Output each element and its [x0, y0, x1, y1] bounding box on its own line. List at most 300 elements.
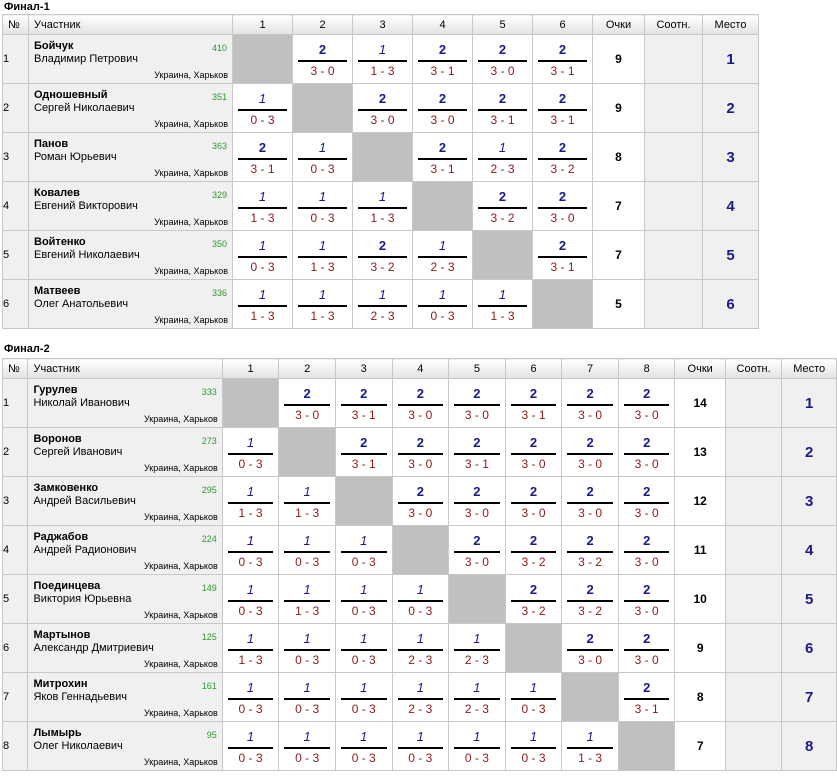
game-points: 1 [378, 287, 387, 302]
participant-last-name[interactable]: Одношевный [34, 89, 108, 101]
divider-line [398, 600, 444, 602]
game-points: 2 [498, 42, 507, 57]
game-result-cell[interactable] [222, 673, 279, 722]
row-number: 5 [3, 231, 29, 280]
divider-line [298, 305, 347, 307]
participant-cell [28, 526, 222, 575]
participant-cell [28, 624, 222, 673]
game-points: 2 [473, 484, 481, 499]
participant-first-name: Владимир Петрович [34, 53, 138, 65]
game-points: 2 [586, 533, 594, 548]
game-score: 3 - 1 [250, 162, 275, 176]
game-score: 3 - 0 [310, 64, 335, 78]
participant-cell [28, 722, 222, 771]
divider-line [228, 600, 274, 602]
participant-city: Украина, Харьков [143, 512, 218, 522]
row-number: 1 [3, 379, 28, 428]
divider-line [418, 256, 467, 258]
game-result-cell[interactable] [533, 182, 593, 231]
divider-line [624, 698, 670, 700]
game-score: 1 - 3 [238, 506, 263, 520]
divider-line [341, 453, 387, 455]
participant-city: Украина, Харьков [143, 659, 218, 669]
game-result-cell[interactable] [335, 428, 392, 477]
game-result-cell[interactable] [233, 280, 293, 329]
divider-line [238, 305, 287, 307]
game-points: 2 [643, 386, 651, 401]
game-points: 2 [529, 386, 538, 401]
participant-last-name[interactable]: Лымырь [33, 727, 82, 739]
column-header-opponent: 5 [473, 15, 533, 35]
game-result-cell[interactable] [293, 133, 353, 182]
game-result-cell[interactable] [335, 526, 392, 575]
divider-line [624, 551, 670, 553]
game-result-cell[interactable] [533, 35, 593, 84]
ratio-cell [645, 84, 703, 133]
game-points: 2 [360, 435, 368, 450]
game-result-cell[interactable] [449, 624, 506, 673]
divider-line [341, 600, 387, 602]
game-points: 1 [360, 680, 368, 695]
self-match-cell [335, 477, 392, 526]
game-points: 1 [416, 729, 424, 744]
ratio-cell [645, 35, 703, 84]
game-score: 3 - 0 [408, 457, 433, 471]
game-score: 3 - 0 [634, 506, 659, 520]
game-result-cell[interactable] [473, 280, 533, 329]
row-number: 6 [3, 624, 28, 673]
game-result-cell[interactable] [335, 575, 392, 624]
self-match-cell [533, 280, 593, 329]
game-result-cell[interactable] [449, 379, 506, 428]
game-score: 1 - 3 [310, 309, 335, 323]
divider-line [284, 649, 330, 651]
table-row [3, 133, 759, 182]
game-result-cell[interactable] [222, 624, 279, 673]
game-result-cell[interactable] [562, 477, 619, 526]
game-score: 0 - 3 [521, 702, 546, 716]
participant-first-name: Александр Дмитриевич [33, 642, 154, 654]
divider-line [398, 404, 444, 406]
game-points: 2 [416, 386, 424, 401]
game-score: 0 - 3 [351, 604, 376, 618]
game-score: 1 - 3 [250, 309, 275, 323]
total-points: 7 [593, 182, 645, 231]
total-points: 13 [675, 428, 725, 477]
game-result-cell[interactable] [618, 428, 675, 477]
participant-cell [28, 379, 222, 428]
game-result-cell[interactable] [618, 477, 675, 526]
ratio-cell [725, 575, 782, 624]
table-row [3, 35, 759, 84]
game-score: 1 - 3 [490, 309, 515, 323]
total-points: 9 [593, 35, 645, 84]
game-result-cell[interactable] [279, 379, 336, 428]
row-number: 7 [3, 673, 28, 722]
divider-line [454, 649, 500, 651]
participant-cell [29, 133, 233, 182]
participant-last-name[interactable]: Мартынов [33, 629, 91, 641]
divider-line [298, 158, 347, 160]
game-result-cell[interactable] [505, 722, 562, 771]
divider-line [478, 60, 527, 62]
participant-rating: 351 [211, 92, 227, 102]
game-score: 3 - 2 [370, 260, 395, 274]
game-result-cell[interactable] [279, 624, 336, 673]
column-header-opponent: 2 [279, 359, 336, 379]
game-score: 3 - 0 [408, 506, 433, 520]
game-score: 3 - 2 [550, 162, 575, 176]
game-score: 3 - 0 [295, 408, 320, 422]
divider-line [567, 502, 613, 504]
game-score: 3 - 0 [521, 506, 546, 520]
game-result-cell[interactable] [233, 84, 293, 133]
game-result-cell[interactable] [392, 379, 449, 428]
divider-line [341, 404, 387, 406]
total-points: 7 [593, 231, 645, 280]
game-score: 3 - 0 [634, 555, 659, 569]
participant-first-name: Андрей Васильевич [33, 495, 136, 507]
divider-line [567, 404, 613, 406]
game-score: 1 - 3 [238, 653, 263, 667]
column-header-number: № [3, 359, 28, 379]
divider-line [478, 305, 527, 307]
participant-city: Украина, Харьков [143, 757, 218, 767]
game-result-cell[interactable] [222, 477, 279, 526]
game-result-cell[interactable] [473, 84, 533, 133]
table-row [3, 379, 837, 428]
game-points: 1 [303, 631, 311, 646]
game-result-cell[interactable] [392, 624, 449, 673]
game-result-cell[interactable] [562, 722, 619, 771]
game-points: 1 [258, 189, 267, 204]
game-score: 3 - 0 [370, 113, 395, 127]
total-points: 7 [675, 722, 725, 771]
participant-first-name: Сергей Иванович [33, 446, 123, 458]
game-points: 1 [258, 91, 267, 106]
place-value: 7 [782, 673, 837, 722]
game-score: 3 - 2 [521, 604, 546, 618]
game-result-cell[interactable] [505, 673, 562, 722]
game-result-cell[interactable] [533, 133, 593, 182]
game-result-cell[interactable] [562, 526, 619, 575]
divider-line [228, 453, 274, 455]
divider-line [228, 649, 274, 651]
game-result-cell[interactable] [222, 526, 279, 575]
game-result-cell[interactable] [293, 35, 353, 84]
table-row [3, 428, 837, 477]
game-result-cell[interactable] [562, 379, 619, 428]
game-score: 0 - 3 [351, 702, 376, 716]
divider-line [238, 207, 287, 209]
game-score: 3 - 1 [351, 457, 376, 471]
game-score: 3 - 0 [634, 457, 659, 471]
game-result-cell[interactable] [562, 575, 619, 624]
row-number: 3 [3, 133, 29, 182]
game-result-cell[interactable] [279, 722, 336, 771]
game-result-cell[interactable] [293, 280, 353, 329]
self-match-cell [353, 133, 413, 182]
game-result-cell[interactable] [293, 182, 353, 231]
divider-line [624, 502, 670, 504]
game-result-cell[interactable] [392, 722, 449, 771]
game-score: 0 - 3 [238, 555, 263, 569]
row-number: 5 [3, 575, 28, 624]
game-score: 1 - 3 [295, 604, 320, 618]
participant-first-name: Андрей Радионович [33, 544, 137, 556]
ratio-cell [725, 624, 782, 673]
game-points: 1 [586, 729, 594, 744]
table-row [3, 575, 837, 624]
game-points: 2 [586, 484, 594, 499]
participant-last-name[interactable]: Панов [34, 138, 69, 150]
column-header-opponent: 3 [335, 359, 392, 379]
divider-line [341, 551, 387, 553]
game-result-cell[interactable] [279, 673, 336, 722]
game-points: 2 [438, 42, 447, 57]
place-value: 6 [703, 280, 759, 329]
game-result-cell[interactable] [505, 379, 562, 428]
game-points: 2 [643, 484, 651, 499]
self-match-cell [618, 722, 675, 771]
game-result-cell[interactable] [233, 231, 293, 280]
participant-last-name[interactable]: Замковенко [33, 482, 99, 494]
game-result-cell[interactable] [473, 133, 533, 182]
participant-cell [28, 477, 222, 526]
game-result-cell[interactable] [392, 477, 449, 526]
divider-line [538, 158, 587, 160]
game-result-cell[interactable] [413, 231, 473, 280]
participant-last-name[interactable]: Воронов [33, 433, 82, 445]
table-row [3, 182, 759, 231]
game-result-cell[interactable] [392, 575, 449, 624]
participant-last-name[interactable]: Поединцева [33, 580, 101, 592]
divider-line [228, 698, 274, 700]
game-result-cell[interactable] [233, 133, 293, 182]
divider-line [624, 649, 670, 651]
game-result-cell[interactable] [618, 624, 675, 673]
ratio-cell [725, 673, 782, 722]
participant-last-name[interactable]: Матвеев [34, 285, 81, 297]
divider-line [284, 502, 330, 504]
participant-rating: 95 [206, 730, 217, 740]
header-row [3, 15, 759, 35]
game-result-cell[interactable] [449, 526, 506, 575]
game-result-cell[interactable] [618, 673, 675, 722]
game-result-cell[interactable] [533, 84, 593, 133]
game-result-cell[interactable] [562, 428, 619, 477]
game-score: 3 - 0 [578, 457, 603, 471]
table-row [3, 722, 837, 771]
game-result-cell[interactable] [353, 231, 413, 280]
game-points: 1 [246, 435, 255, 450]
game-result-cell[interactable] [505, 575, 562, 624]
game-points: 1 [303, 582, 311, 597]
game-result-cell[interactable] [449, 428, 506, 477]
game-result-cell[interactable] [335, 673, 392, 722]
game-result-cell[interactable] [392, 673, 449, 722]
column-header-place: Место [703, 15, 759, 35]
participant-last-name[interactable]: Бойчук [34, 40, 74, 52]
game-score: 3 - 1 [550, 113, 575, 127]
divider-line [298, 207, 347, 209]
game-score: 3 - 1 [550, 64, 575, 78]
participant-rating: 125 [201, 632, 217, 642]
divider-line [624, 404, 670, 406]
game-points: 1 [360, 729, 368, 744]
self-match-cell [392, 526, 449, 575]
game-points: 2 [643, 533, 651, 548]
table-row [3, 280, 759, 329]
participant-last-name[interactable]: Раджабов [33, 531, 89, 543]
game-result-cell[interactable] [279, 575, 336, 624]
divider-line [341, 747, 387, 749]
game-result-cell[interactable] [449, 673, 506, 722]
participant-last-name[interactable]: Гурулев [33, 384, 78, 396]
place-value: 5 [782, 575, 837, 624]
game-result-cell[interactable] [279, 526, 336, 575]
divider-line [358, 207, 407, 209]
game-result-cell[interactable] [279, 477, 336, 526]
game-result-cell[interactable] [335, 624, 392, 673]
row-number: 4 [3, 526, 28, 575]
divider-line [228, 551, 274, 553]
game-result-cell[interactable] [533, 231, 593, 280]
divider-line [454, 551, 500, 553]
table-row [3, 477, 837, 526]
participant-city: Украина, Харьков [154, 70, 228, 80]
participant-last-name[interactable]: Войтенко [34, 236, 86, 248]
game-points: 2 [558, 140, 567, 155]
participant-city: Украина, Харьков [143, 463, 218, 473]
game-score: 0 - 3 [250, 260, 275, 274]
game-points: 1 [438, 287, 447, 302]
participant-rating: 273 [201, 436, 217, 446]
game-result-cell[interactable] [473, 182, 533, 231]
participant-last-name[interactable]: Митрохин [33, 678, 88, 690]
divider-line [298, 256, 347, 258]
row-number: 1 [3, 35, 29, 84]
game-score: 1 - 3 [370, 64, 395, 78]
game-score: 3 - 1 [521, 408, 546, 422]
game-result-cell[interactable] [222, 575, 279, 624]
game-result-cell[interactable] [222, 428, 279, 477]
game-score: 3 - 2 [578, 555, 603, 569]
game-result-cell[interactable] [353, 182, 413, 231]
game-points: 1 [318, 189, 327, 204]
game-result-cell[interactable] [222, 722, 279, 771]
game-result-cell[interactable] [449, 722, 506, 771]
participant-last-name[interactable]: Ковалев [34, 187, 80, 199]
game-result-cell[interactable] [392, 428, 449, 477]
participant-rating: 295 [201, 485, 217, 495]
column-header-points: Очки [593, 15, 645, 35]
participant-city: Украина, Харьков [154, 168, 228, 178]
row-number: 3 [3, 477, 28, 526]
ratio-cell [645, 280, 703, 329]
self-match-cell [413, 182, 473, 231]
place-value: 1 [782, 379, 837, 428]
total-points: 5 [593, 280, 645, 329]
game-result-cell[interactable] [233, 182, 293, 231]
divider-line [398, 453, 444, 455]
game-score: 0 - 3 [521, 751, 546, 765]
participant-rating: 336 [211, 288, 227, 298]
game-result-cell[interactable] [505, 477, 562, 526]
game-points: 1 [246, 729, 255, 744]
game-points: 1 [473, 680, 481, 695]
game-points: 1 [529, 729, 538, 744]
game-result-cell[interactable] [335, 722, 392, 771]
game-points: 2 [643, 680, 651, 695]
divider-line [454, 698, 500, 700]
game-score: 2 - 3 [408, 653, 433, 667]
game-points: 2 [438, 91, 447, 106]
participant-cell [28, 673, 222, 722]
game-result-cell[interactable] [353, 35, 413, 84]
participant-cell [29, 280, 233, 329]
game-result-cell[interactable] [335, 379, 392, 428]
game-result-cell[interactable] [413, 84, 473, 133]
game-score: 3 - 0 [578, 653, 603, 667]
column-header-ratio: Соотн. [725, 359, 782, 379]
game-points: 2 [378, 91, 387, 106]
game-result-cell[interactable] [293, 231, 353, 280]
game-result-cell[interactable] [562, 624, 619, 673]
column-header-opponent: 6 [533, 15, 593, 35]
game-points: 1 [416, 582, 424, 597]
game-result-cell[interactable] [413, 133, 473, 182]
row-number: 2 [3, 428, 28, 477]
game-score: 3 - 0 [634, 653, 659, 667]
game-result-cell[interactable] [413, 35, 473, 84]
game-result-cell[interactable] [413, 280, 473, 329]
divider-line [228, 502, 274, 504]
game-score: 3 - 1 [464, 457, 489, 471]
game-result-cell[interactable] [618, 379, 675, 428]
participant-first-name: Олег Николаевич [33, 740, 123, 752]
divider-line [398, 502, 444, 504]
column-header-opponent: 7 [562, 359, 619, 379]
column-header-opponent: 4 [413, 15, 473, 35]
column-header-opponent: 6 [505, 359, 562, 379]
table-row [3, 624, 837, 673]
game-result-cell[interactable] [618, 575, 675, 624]
game-result-cell[interactable] [353, 280, 413, 329]
game-score: 3 - 1 [430, 64, 455, 78]
participant-rating: 410 [211, 43, 227, 53]
results-table [2, 358, 837, 771]
game-result-cell[interactable] [353, 84, 413, 133]
game-score: 3 - 0 [634, 408, 659, 422]
game-result-cell[interactable] [473, 35, 533, 84]
total-points: 12 [675, 477, 725, 526]
participant-cell [29, 231, 233, 280]
game-points: 1 [303, 729, 311, 744]
game-result-cell[interactable] [505, 526, 562, 575]
self-match-cell [279, 428, 336, 477]
game-result-cell[interactable] [618, 526, 675, 575]
game-result-cell[interactable] [449, 477, 506, 526]
total-points: 9 [593, 84, 645, 133]
divider-line [418, 109, 467, 111]
game-result-cell[interactable] [505, 428, 562, 477]
divider-line [358, 109, 407, 111]
place-value: 3 [703, 133, 759, 182]
game-score: 1 - 3 [370, 211, 395, 225]
game-points: 1 [498, 140, 507, 155]
column-header-participant: Участник [29, 15, 233, 35]
